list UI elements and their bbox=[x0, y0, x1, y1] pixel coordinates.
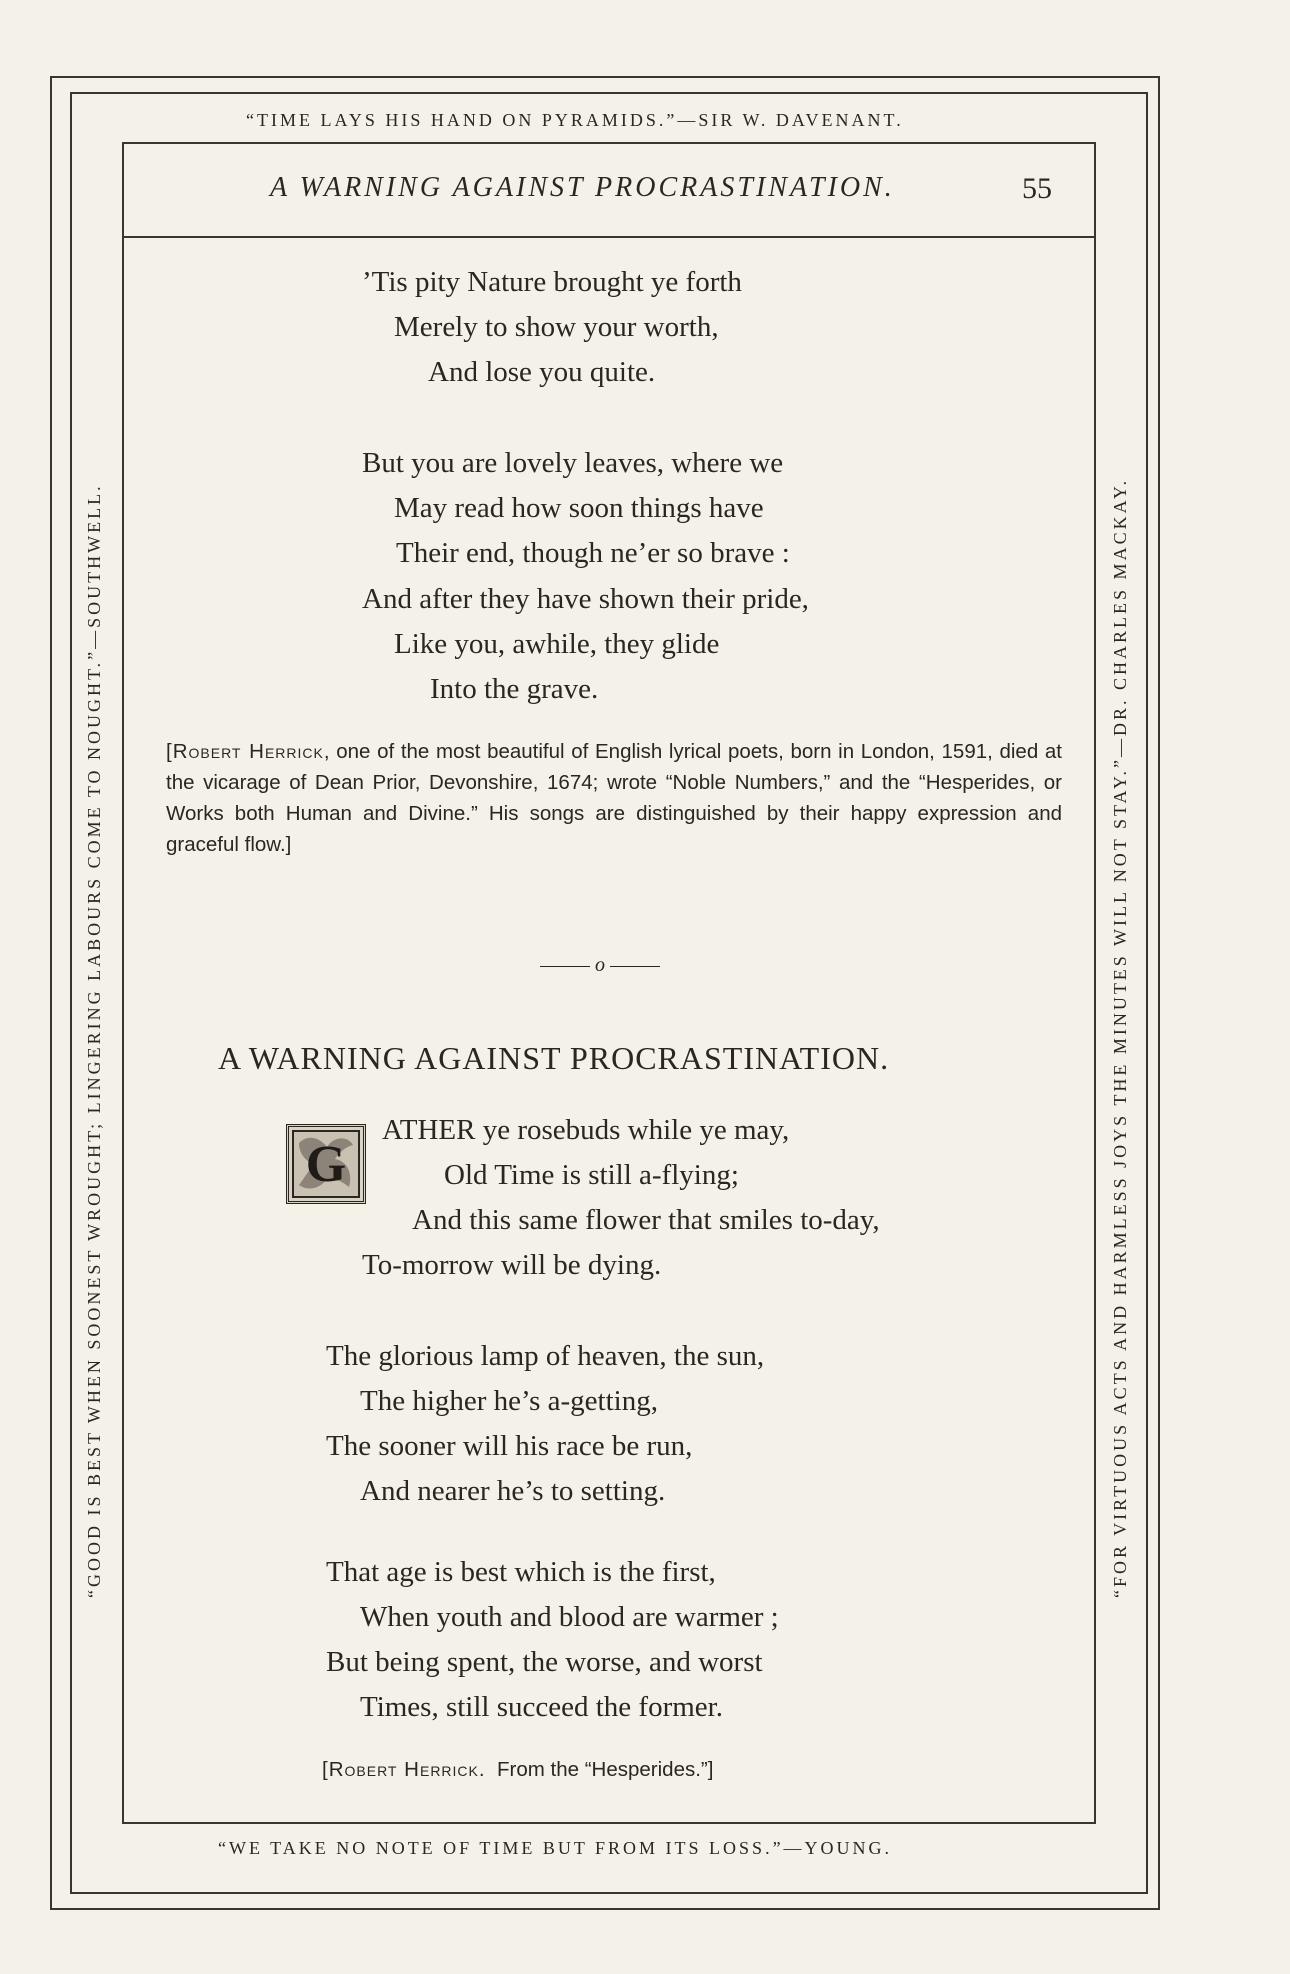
dropcap-letter: G bbox=[305, 1136, 347, 1193]
poem1-line: May read how soon things have bbox=[394, 492, 764, 524]
dropcap-ornament bbox=[286, 1124, 366, 1204]
header-rule bbox=[124, 236, 1094, 238]
poem1-line: Into the grave. bbox=[430, 673, 599, 705]
top-quote: “TIME LAYS HIS HAND ON PYRAMIDS.”—SIR W. DAVENANT. bbox=[246, 110, 904, 130]
poem2-note bbox=[322, 1754, 1022, 1785]
running-title: A WARNING AGAINST PROCRASTINATION. bbox=[270, 172, 895, 203]
page-number: 55 bbox=[1022, 172, 1052, 205]
poem1-line: Merely to show your worth, bbox=[394, 311, 719, 343]
right-margin-quote: “FOR VIRTUOUS ACTS AND HARMLESS JOYS THE MINUTES WILL NOT STAY.”—DR. CHARLES MACKAY. bbox=[1110, 477, 1130, 1598]
poem1-note-name: [Robert Herrick bbox=[166, 740, 324, 763]
poem2-line: Old Time is still a-flying; bbox=[444, 1159, 739, 1191]
poem2-line: ATHER ye rosebuds while ye may, bbox=[382, 1114, 790, 1146]
bottom-quote: “WE TAKE NO NOTE OF TIME BUT FROM ITS LOSS.”—YOUNG. bbox=[218, 1838, 893, 1858]
poem2-line: The glorious lamp of heaven, the sun, bbox=[326, 1340, 765, 1372]
poem1-line: Like you, awhile, they glide bbox=[394, 628, 720, 660]
poem2-note-name: [Robert Herrick. bbox=[322, 1758, 486, 1781]
poem2-note-text: From the “Hesperides.”] bbox=[496, 1758, 714, 1781]
poem2-line: The sooner will his race be run, bbox=[326, 1430, 693, 1462]
poem2-line: When youth and blood are warmer ; bbox=[360, 1601, 779, 1633]
poem1-line: And lose you quite. bbox=[428, 356, 656, 388]
ornament-letter-icon bbox=[291, 1129, 361, 1199]
poem2-line: Times, still succeed the former. bbox=[360, 1691, 723, 1723]
poem2-line: And nearer he’s to setting. bbox=[360, 1475, 666, 1507]
left-margin-quote: “GOOD IS BEST WHEN SOONEST WROUGHT; LINGERING LABOURS COME TO NOUGHT.”—SOUTHWELL. bbox=[84, 483, 104, 1598]
poem1-note-text: , one of the most beautiful of English lyrical poets, born in London, 1591, died at the vicarage of Dean Prior, Devonshire, 1674; wrote “Noble Numbers,” and the “Hesperides, or Works both Human and Divine.” His songs are distinguished by their happy expression and graceful flow.] bbox=[166, 740, 1062, 856]
poem1-line: And after they have shown their pride, bbox=[362, 583, 809, 615]
poem2-line: To-morrow will be dying. bbox=[362, 1249, 662, 1281]
poem2-line: That age is best which is the first, bbox=[326, 1556, 716, 1588]
poem2-line: And this same flower that smiles to-day, bbox=[412, 1204, 880, 1236]
separator bbox=[540, 954, 660, 977]
poem2-line: But being spent, the worse, and worst bbox=[326, 1646, 763, 1678]
section-title: A WARNING AGAINST PROCRASTINATION. bbox=[218, 1040, 890, 1076]
poem1-line: Their end, though ne’er so brave : bbox=[396, 537, 790, 569]
poem1-note bbox=[166, 736, 1062, 860]
separator-mark: o bbox=[595, 954, 605, 976]
poem1-line: But you are lovely leaves, where we bbox=[362, 447, 784, 479]
poem1-line: ’Tis pity Nature brought ye forth bbox=[362, 266, 742, 298]
poem2-line: The higher he’s a-getting, bbox=[360, 1385, 658, 1417]
